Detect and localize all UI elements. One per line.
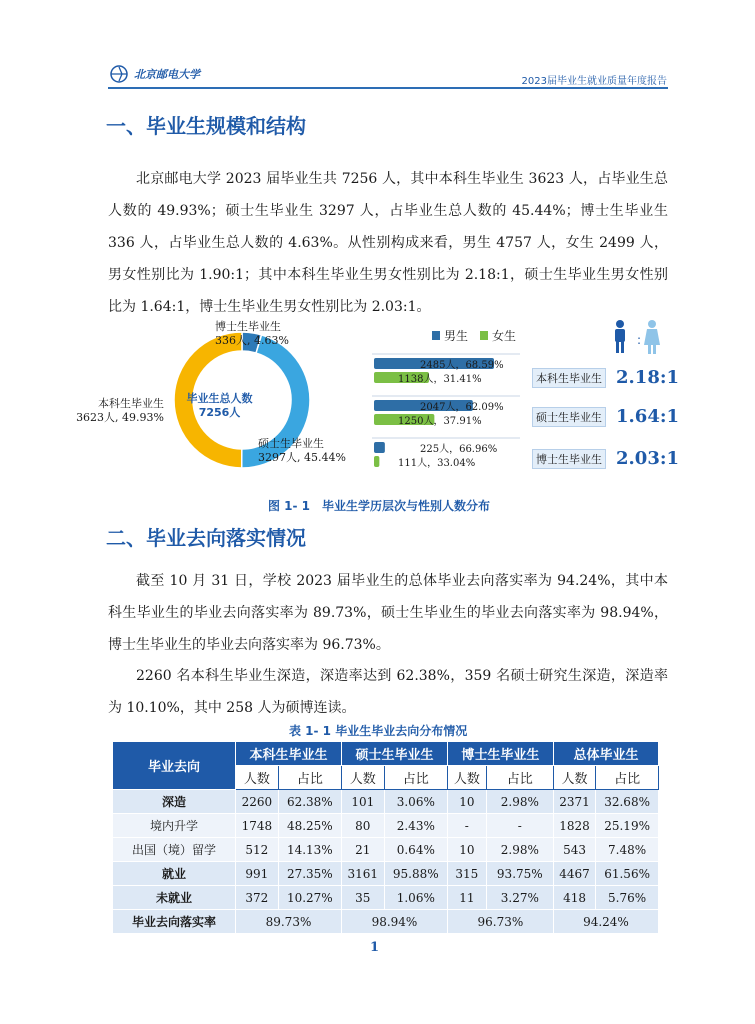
sub-header-percent: 占比 [596,766,659,790]
rate-cell: 94.24% [553,910,658,934]
gender-bar-chart [370,352,530,477]
group-header-bachelor: 本科生毕业生 [236,742,342,766]
table-cell: 80 [341,814,384,838]
table-cell: 3161 [341,862,384,886]
svg-text::: : [637,333,642,347]
table-cell: 10 [447,790,486,814]
group-header-total: 总体毕业生 [553,742,658,766]
bar-label: 225人，66.96% [420,444,498,455]
male-icon [615,320,625,353]
bar-label: 1250人，37.91% [398,416,482,427]
table-row [113,790,659,814]
table-cell: 2.43% [384,814,447,838]
table-cell: 315 [447,862,486,886]
bar-legend [432,327,516,344]
table-cell: 10 [447,838,486,862]
ratio-value-phd: 2.03:1 [616,448,680,469]
section2-heading: 二、毕业去向落实情况 [106,526,306,550]
ratio-value-bachelor: 2.18:1 [616,367,680,388]
table-cell: 32.68% [596,790,659,814]
page-number: 1 [370,940,380,955]
bar-male-2 [374,442,385,453]
section1-heading: 一、毕业生规模和结构 [106,114,306,138]
donut-label-master-name: 硕士生毕业生 [258,437,324,450]
university-logo [108,58,218,90]
bar-female-2 [374,456,379,467]
legend-female-label: 女生 [492,329,517,343]
table-cell: 61.56% [596,862,659,886]
rate-cell: 96.73% [447,910,553,934]
bar-label: 111人，33.04% [398,458,476,469]
table-cell: 2.98% [486,790,553,814]
table-cell: 35 [341,886,384,910]
table-cell: 3.27% [486,886,553,910]
section1-paragraph: 北京邮电大学 2023 届毕业生共 7256 人，其中本科生毕业生 3623 人，占毕业生总人数的 49.93%；硕士生毕业生 3297 人，占毕业生总人数的 45.44%；博士生毕业生 336 人，占毕业生总人数的 4.63%。从性别构成来看，男生 4757 人，女生 2499 人，男女性别比为 1.90:1；其中本科生毕业生男女性别比为 2.18:1，硕士生毕业生男女性别比为 1.64:1，博士生毕业生男女性别比为 2.03:1。 [108,171,668,315]
table-cell: 93.75% [486,862,553,886]
row-label: 未就业 [113,886,236,910]
bar-label: 2485人，68.59% [420,360,504,371]
section2-paragraph2: 2260 名本科生毕业生深造，深造率达到 62.38%，359 名硕士研究生深造，深造率为 10.10%，其中 258 人为硕博连读。 [108,668,668,716]
sub-header-count: 人数 [553,766,595,790]
sub-header-percent: 占比 [384,766,447,790]
table-cell: 48.25% [278,814,341,838]
sub-header-count: 人数 [341,766,384,790]
table-cell: 11 [447,886,486,910]
table-cell: 7.48% [596,838,659,862]
sub-header-count: 人数 [447,766,486,790]
table-cell: - [486,814,553,838]
table-cell: 1748 [236,814,279,838]
donut-label-bachelor [68,397,164,425]
female-icon [644,320,660,354]
donut-label-phd [215,320,289,348]
donut-label-bachelor-name: 本科生毕业生 [98,397,164,410]
table-cell: - [447,814,486,838]
row-label: 深造 [113,790,236,814]
destination-table [112,741,659,934]
donut-center-value: 7256人 [198,406,241,419]
table-cell: 14.13% [278,838,341,862]
table-cell: 62.38% [278,790,341,814]
row-label: 毕业去向落实率 [113,910,236,934]
ratio-tag-master: 硕士生毕业生 [532,407,606,427]
legend-male-swatch [432,331,440,340]
ratio-row-phd [532,448,679,469]
donut-label-phd-value: 336人, 4.63% [215,334,289,347]
table-row [113,814,659,838]
table-cell: 372 [236,886,279,910]
sub-header-count: 人数 [236,766,279,790]
table-cell: 3.06% [384,790,447,814]
legend-male-label: 男生 [444,329,469,343]
ratio-tag-phd: 博士生毕业生 [532,449,606,469]
ratio-tag-bachelor: 本科生毕业生 [532,368,606,388]
table-cell: 25.19% [596,814,659,838]
table-caption: 表 1- 1 毕业生毕业去向分布情况 [289,724,468,738]
figure-caption: 图 1- 1 毕业生学历层次与性别人数分布 [268,499,491,513]
table-cell: 991 [236,862,279,886]
table-cell: 2.98% [486,838,553,862]
table-cell: 512 [236,838,279,862]
table-cell: 10.27% [278,886,341,910]
donut-center-label [182,392,257,420]
table-cell: 1828 [553,814,595,838]
report-title: 2023届毕业生就业质量年度报告 [521,76,667,87]
table-cell: 1.06% [384,886,447,910]
table-row [113,838,659,862]
table-row [113,862,659,886]
donut-label-phd-name: 博士生毕业生 [215,320,281,333]
logo-text: 北京邮电大学 [134,68,200,81]
table-cell: 2371 [553,790,595,814]
section2-paragraph1: 截至 10 月 31 日，学校 2023 届毕业生的总体毕业去向落实率为 94.24%，其中本科生毕业生的毕业去向落实率为 89.73%，硕士生毕业生的毕业去向落实率为 98.94%，博士生毕业生的毕业去向落实率为 96.73%。 [108,573,668,653]
table-cell: 95.88% [384,862,447,886]
table-cell: 2260 [236,790,279,814]
table-corner: 毕业去向 [113,742,236,790]
rate-cell: 89.73% [236,910,342,934]
donut-label-bachelor-value: 3623人, 49.93% [76,411,164,424]
table-cell: 0.64% [384,838,447,862]
sub-header-percent: 占比 [278,766,341,790]
table-row [113,886,659,910]
ratio-row-bachelor [532,367,679,388]
legend-female-swatch [480,331,488,340]
group-header-master: 硕士生毕业生 [341,742,447,766]
ratio-row-master [532,406,679,427]
gender-icons [610,318,662,358]
donut-label-master [258,437,346,465]
table-cell: 27.35% [278,862,341,886]
row-label: 出国（境）留学 [113,838,236,862]
table-cell: 5.76% [596,886,659,910]
table-cell: 418 [553,886,595,910]
sub-header-percent: 占比 [486,766,553,790]
row-label: 就业 [113,862,236,886]
table-cell: 4467 [553,862,595,886]
donut-center-title: 毕业生总人数 [186,392,253,405]
table-cell: 543 [553,838,595,862]
row-label: 境内升学 [113,814,236,838]
table-cell: 21 [341,838,384,862]
rate-cell: 98.94% [341,910,447,934]
table-cell: 101 [341,790,384,814]
donut-label-master-value: 3297人, 45.44% [258,451,346,464]
table-row-rate [113,910,659,934]
logo-emblem-icon [108,64,130,84]
header-divider [108,87,668,89]
bar-label: 1138人，31.41% [398,374,482,385]
ratio-value-master: 1.64:1 [616,406,680,427]
bar-label: 2047人，62.09% [420,402,504,413]
group-header-phd: 博士生毕业生 [447,742,553,766]
